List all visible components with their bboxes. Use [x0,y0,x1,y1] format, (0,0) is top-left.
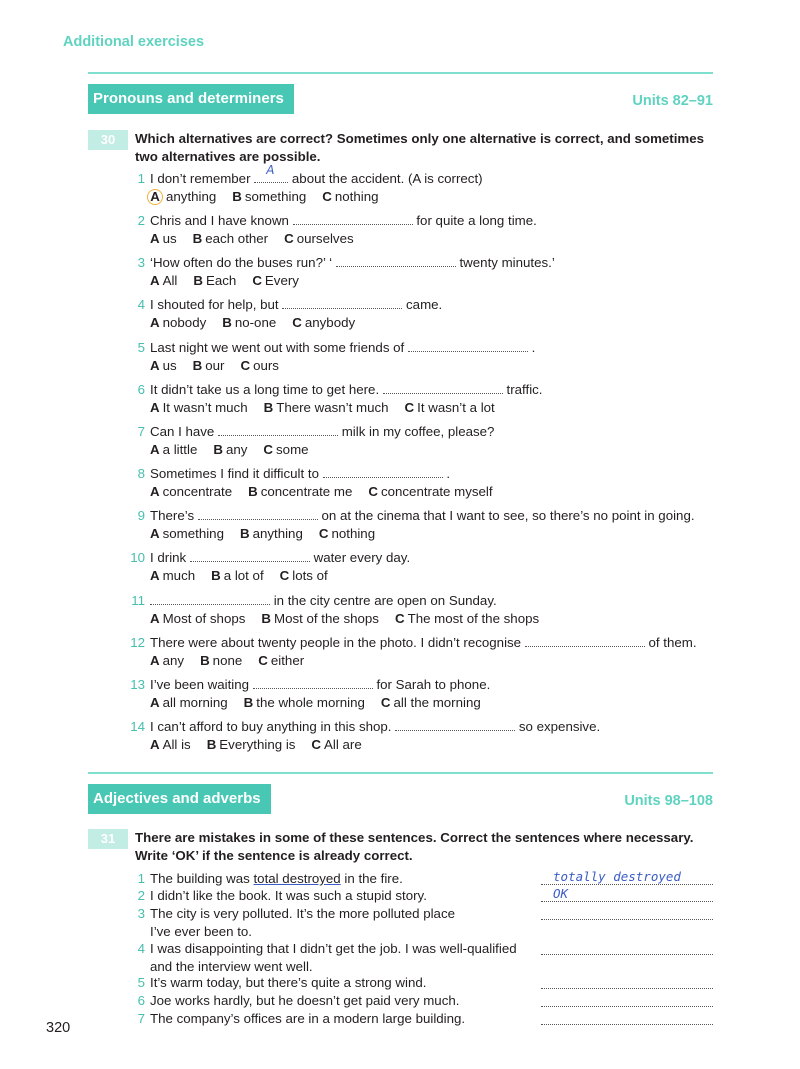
sentence-text: I shouted for help, but [150,297,283,312]
exercise-item [127,1010,537,1028]
option-text: anything [166,189,217,204]
item-number: 8 [137,466,145,481]
option[interactable] [381,695,481,710]
exercise-item [127,423,717,459]
handwritten-answer: OK [553,886,569,901]
option-letter: A [150,231,160,246]
sentence-text: about the accident. [288,171,405,186]
option-letter: A [150,484,160,499]
exercise-number: 31 [88,829,128,849]
exercise-number: 30 [88,130,128,150]
section-title: Pronouns and determiners [88,84,294,114]
answer-gap[interactable] [253,676,373,689]
exercise-instruction: Which alternatives are correct? Sometimes only one alternative is correct, and sometimes two alternatives are possible. [135,131,705,164]
item-number: 2 [137,888,145,903]
sentence-text: I was disappointing that I didn’t get the job. I was well-qualified [150,941,517,956]
option-text: any [225,442,248,457]
option-letter: C [322,189,332,204]
item-sentence [127,1010,537,1028]
option-text: any [162,653,185,668]
answer-gap[interactable] [218,423,338,436]
item-options [127,736,717,754]
option-text: lots of [292,568,328,583]
option[interactable] [232,189,306,204]
option-letter: B [239,526,250,541]
item-number: 14 [130,719,145,734]
sentence-text: I drink [150,550,190,565]
item-sentence [127,974,537,992]
answer-line[interactable] [541,940,713,955]
item-number: 3 [137,255,145,270]
option[interactable] [244,695,365,710]
option-letter: C [240,358,251,373]
item-sentence [127,423,717,441]
exercise-item [127,974,537,992]
exercise-item [127,212,717,248]
handwritten-answer: totally destroyed [553,869,681,884]
sentence-text: Last night we went out with some friends of [150,340,408,355]
answer-gap[interactable] [190,549,310,562]
exercise-item [127,254,717,290]
option-letter: C [368,484,378,499]
option-text: Each [206,273,237,288]
option[interactable] [150,442,197,457]
sentence-text: The company’s offices are in a modern large building. [150,1011,466,1026]
item-sentence-cont: I’ve ever been to. [150,924,253,939]
item-number: 10 [130,550,145,565]
item-number: 4 [137,297,145,312]
option-text: All are [324,737,362,752]
item-number: 13 [130,677,145,692]
option-text: a little [162,442,198,457]
item-options [127,357,717,375]
answer-line[interactable] [541,870,713,885]
option[interactable] [280,568,328,583]
option-text: us [162,231,177,246]
option-letter: C [292,315,302,330]
option-text: concentrate myself [380,484,493,499]
option-text: none [212,653,243,668]
option-letter: A [150,737,160,752]
item-number: 4 [137,941,145,956]
option-text: All is [162,737,191,752]
option-text: All [162,273,178,288]
item-sentence [127,592,717,610]
option[interactable] [200,653,242,668]
option[interactable] [150,315,206,330]
option-text: anything [252,526,303,541]
item-sentence [127,163,717,188]
option[interactable] [222,315,276,330]
exercise-instruction: There are mistakes in some of these sentences. Correct the sentences where necessary. Write ‘OK’ if the sentence is already correct. [135,830,694,863]
sentence-text: There’s [150,508,198,523]
answer-gap[interactable] [323,465,443,478]
sentence-text: Chris and I have known [150,213,293,228]
option[interactable] [240,358,278,373]
item-number: 1 [137,171,145,186]
option[interactable] [240,526,303,541]
answer-gap[interactable] [408,339,528,352]
option-text: nothing [334,189,379,204]
option[interactable] [311,737,361,752]
section-title: Adjectives and adverbs [88,784,271,814]
option-letter: B [243,695,254,710]
item-options [127,188,717,206]
item-sentence [127,507,717,525]
option-text: nobody [162,315,207,330]
running-header: Additional exercises [63,34,205,50]
option-text: all morning [162,695,228,710]
option-text: Most of the shops [274,611,379,626]
answer-line[interactable] [541,1010,713,1025]
option[interactable] [150,611,245,626]
exercise-item [127,507,717,543]
marked-error: total destroyed [253,871,341,886]
sentence-text: . [527,340,536,355]
answer-line[interactable] [541,887,713,902]
option[interactable] [405,400,495,415]
option-letter: B [248,484,258,499]
sentence-text: for Sarah to phone. [372,677,491,692]
sentence-text: Can I have [150,424,219,439]
option-text: some [276,442,309,457]
exercise-item [127,940,537,976]
item-number: 7 [137,424,145,439]
sentence-text: came. [402,297,443,312]
option-letter: C [318,526,329,541]
option-letter: A [150,526,160,541]
answer-line[interactable] [541,974,713,989]
item-options [127,230,717,248]
item-options [127,399,717,417]
item-sentence [127,296,717,314]
option-letter: C [258,653,268,668]
option-text: concentrate me [260,484,353,499]
option[interactable] [150,568,195,583]
option[interactable] [193,231,268,246]
item-sentence [127,718,717,736]
option-text: much [162,568,196,583]
option-letter: A [150,568,160,583]
option-text: The most of the shops [407,611,540,626]
item-number: 12 [130,635,145,650]
option[interactable] [263,442,308,457]
sentence-text: traffic. [502,382,543,397]
exercise-item [127,296,717,332]
option-text: all the morning [393,695,481,710]
exercise-item [127,381,717,417]
option-text: ourselves [296,231,354,246]
option-letter: C [263,442,274,457]
answer-gap[interactable] [198,507,318,520]
option[interactable] [150,400,248,415]
item-sentence [127,905,537,923]
item-sentence [127,254,717,272]
option-letter: B [211,568,221,583]
sentence-text: It’s warm today, but there’s quite a strong wind. [150,975,427,990]
option-letter: C [284,231,294,246]
sentence-text: for quite a long time. [412,213,537,228]
sentence-text: There were about twenty people in the photo. I didn’t recognise [150,635,525,650]
sentence-text: I didn’t like the book. It was such a stupid story. [150,888,427,903]
option-letter: A [150,400,160,415]
sentence-text: in the fire. [340,871,403,886]
option[interactable] [193,358,225,373]
item-options [127,652,717,670]
option-text: a lot of [223,568,264,583]
exercise-item [127,992,537,1010]
answer-line[interactable] [541,992,713,1007]
option-letter: C [394,611,405,626]
answer-gap[interactable] [150,592,270,605]
item-options [127,441,717,459]
sentence-text: on at the cinema that I want to see, so there’s no point in going. [317,508,695,523]
option-letter: B [206,737,217,752]
answer-gap[interactable] [293,212,413,225]
section-units: Units 82–91 [632,93,713,109]
option-letter: C [311,737,322,752]
item-sentence [127,870,537,888]
option-text: It wasn’t much [162,400,248,415]
option[interactable] [150,737,191,752]
option[interactable] [150,189,216,204]
sentence-text: water every day. [309,550,411,565]
option-text: It wasn’t a lot [417,400,495,415]
item-sentence [127,634,717,652]
option-letter: A [150,653,160,668]
item-sentence [127,992,537,1010]
item-sentence [127,339,717,357]
option[interactable] [319,526,375,541]
option[interactable] [150,526,224,541]
item-sentence [127,940,537,958]
item-options [127,610,717,628]
option[interactable] [261,611,379,626]
page-number: 320 [46,1020,71,1036]
option-letter: C [404,400,415,415]
item-number: 6 [137,382,145,397]
answer-gap[interactable] [282,296,402,309]
option-letter: A [150,695,160,710]
option-text: something [162,526,224,541]
option-letter: B [213,442,223,457]
option-text: our [205,358,225,373]
circled-option-letter: A [147,189,163,205]
sentence-text: twenty minutes.’ [455,255,555,270]
option-text: no-one [234,315,277,330]
sentence-text: The city is very polluted. It’s the more polluted place [150,906,455,921]
sentence-text: ‘How often do the buses run?’ ‘ [150,255,336,270]
option[interactable] [213,442,247,457]
sentence-text: I can’t afford to buy anything in this shop. [150,719,396,734]
item-number: 6 [137,993,145,1008]
option[interactable] [248,484,352,499]
option[interactable] [207,737,296,752]
item-number: 5 [137,975,145,990]
item-number: 3 [137,906,145,921]
option-letter: B [263,400,274,415]
option-text: There wasn’t much [276,400,389,415]
option-letter: B [193,273,203,288]
option[interactable] [252,273,299,288]
option-letter: B [222,315,232,330]
sentence-text: in the city centre are open on Sunday. [270,593,497,608]
item-options [127,567,717,585]
exercise-item [127,905,537,941]
option-letter: A [150,315,160,330]
option[interactable] [150,273,177,288]
option-text: the whole morning [256,695,365,710]
answer-gap[interactable] [336,254,456,267]
item-number: 1 [137,871,145,886]
option-letter: C [380,695,391,710]
section-units: Units 98–108 [624,793,713,809]
option-letter: C [252,273,262,288]
item-sentence [127,465,717,483]
option-text: nothing [331,526,376,541]
sentence-text: milk in my coffee, please? [338,424,495,439]
exercise-item [127,870,537,888]
option-text: Everything is [219,737,296,752]
section-rule [88,72,713,74]
option[interactable] [322,189,378,204]
item-options [127,483,717,501]
option-text: either [270,653,305,668]
option-text: Every [264,273,299,288]
option[interactable] [193,273,236,288]
option[interactable] [284,231,354,246]
exercise-item [127,549,717,585]
option-text: us [162,358,177,373]
option[interactable] [292,315,355,330]
section-rule [88,772,713,774]
exercise-item [127,163,717,206]
option[interactable] [150,484,232,499]
option[interactable] [150,231,177,246]
option-text: anybody [304,315,356,330]
item-sentence [127,381,717,399]
sentence-text: of them. [644,635,697,650]
option-text: something [244,189,307,204]
item-number: 7 [137,1011,145,1026]
option-letter: A [150,442,160,457]
answer-gap[interactable] [395,718,515,731]
item-sentence-cont: and the interview went well. [150,959,313,974]
option-letter: B [192,231,203,246]
option-letter: A [150,358,160,373]
exercise-item [127,339,717,375]
item-sentence [127,549,717,567]
sentence-text: Sometimes I find it difficult to [150,466,323,481]
exercise-item [127,887,537,905]
option-letter: B [261,611,271,626]
option-text: concentrate [162,484,233,499]
exercise-item [127,676,717,712]
option-text: Most of shops [162,611,246,626]
item-number: 2 [137,213,145,228]
answer-gap[interactable] [254,163,288,183]
item-number: 9 [137,508,145,523]
sentence-text: It didn’t take us a long time to get here. [150,382,383,397]
option-text: ours [253,358,279,373]
option[interactable] [368,484,492,499]
answer-gap[interactable] [383,381,503,394]
item-options [127,314,717,332]
item-sentence [127,212,717,230]
sentence-text: Joe works hardly, but he doesn’t get paid very much. [150,993,460,1008]
option[interactable] [395,611,539,626]
option-letter: A [150,273,160,288]
option-letter: B [200,653,210,668]
handwritten-answer: A [266,163,275,177]
exercise-item [127,592,717,628]
option[interactable] [211,568,264,583]
item-number: 11 [131,593,145,608]
sentence-text: so expensive. [515,719,601,734]
option-letter: C [279,568,290,583]
exercise-item [127,718,717,754]
answer-gap[interactable] [525,634,645,647]
item-number: 5 [137,340,145,355]
option-text: each other [205,231,269,246]
item-options [127,272,717,290]
option[interactable] [150,358,177,373]
option-letter: A [150,611,160,626]
option[interactable] [264,400,389,415]
option-letter: B [192,358,203,373]
item-options [127,694,717,712]
option-letter: B [232,189,242,204]
item-options [127,525,717,543]
option[interactable] [150,695,228,710]
exercise-item [127,465,717,501]
item-sentence [127,887,537,905]
sentence-text: I don’t remember [150,171,255,186]
sentence-text: . [442,466,451,481]
sentence-text: I’ve been waiting [150,677,253,692]
item-note: (A is correct) [404,171,483,186]
sentence-text: The building was [150,871,254,886]
exercise-item [127,634,717,670]
option[interactable] [150,653,184,668]
answer-line[interactable] [541,905,713,920]
item-sentence [127,676,717,694]
option[interactable] [258,653,304,668]
